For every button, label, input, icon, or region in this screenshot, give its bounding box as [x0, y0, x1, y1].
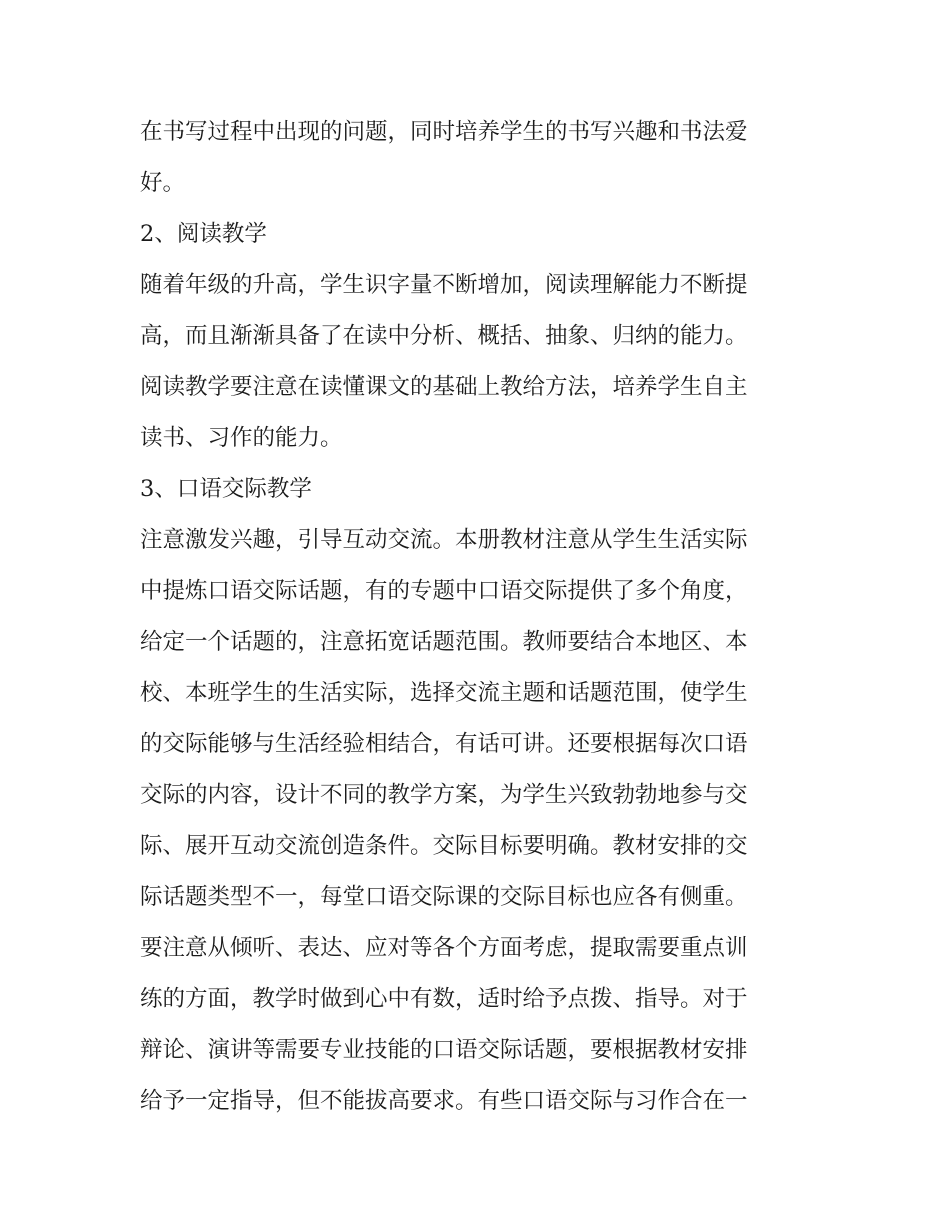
- document-body: [140, 107, 820, 1127]
- text-line: 读书、习作的能力。: [140, 425, 343, 451]
- text-line: 交际的内容，设计不同的教学方案，为学生兴致勃勃地参与交: [140, 782, 748, 808]
- text-line: 练的方面，教学时做到心中有数，适时给予点拨、指导。对于: [140, 986, 748, 1012]
- text-line: 给定一个话题的，注意拓宽话题范围。教师要结合本地区、本: [140, 629, 748, 655]
- text-line: 给予一定指导，但不能拔高要求。有些口语交际与习作合在一: [140, 1088, 748, 1114]
- text-line: 阅读教学要注意在读懂课文的基础上教给方法，培养学生自主: [140, 374, 748, 400]
- text-line: 的交际能够与生活经验相结合，有话可讲。还要根据每次口语: [140, 731, 748, 757]
- text-line: 高，而且渐渐具备了在读中分析、概括、抽象、归纳的能力。: [140, 323, 748, 349]
- text-line: 际、展开互动交流创造条件。交际目标要明确。教材安排的交: [140, 833, 748, 859]
- text-line: 随着年级的升高，学生识字量不断增加，阅读理解能力不断提: [140, 272, 748, 298]
- section-heading: 3、口语交际教学: [140, 476, 312, 502]
- text-line: 辩论、演讲等需要专业技能的口语交际话题，要根据教材安排: [140, 1037, 748, 1063]
- text-line: 在书写过程中出现的问题，同时培养学生的书写兴趣和书法爱: [140, 119, 748, 145]
- text-line: 中提炼口语交际话题，有的专题中口语交际提供了多个角度，: [140, 578, 748, 604]
- text-line: 好。: [140, 170, 186, 196]
- text-line: 校、本班学生的生活实际，选择交流主题和话题范围，使学生: [140, 680, 748, 706]
- section-heading: 2、阅读教学: [140, 221, 267, 247]
- text-line: 要注意从倾听、表达、应对等各个方面考虑，提取需要重点训: [140, 935, 748, 961]
- text-line: 际话题类型不一，每堂口语交际课的交际目标也应各有侧重。: [140, 884, 748, 910]
- text-line: 注意激发兴趣，引导互动交流。本册教材注意从学生生活实际: [140, 527, 748, 553]
